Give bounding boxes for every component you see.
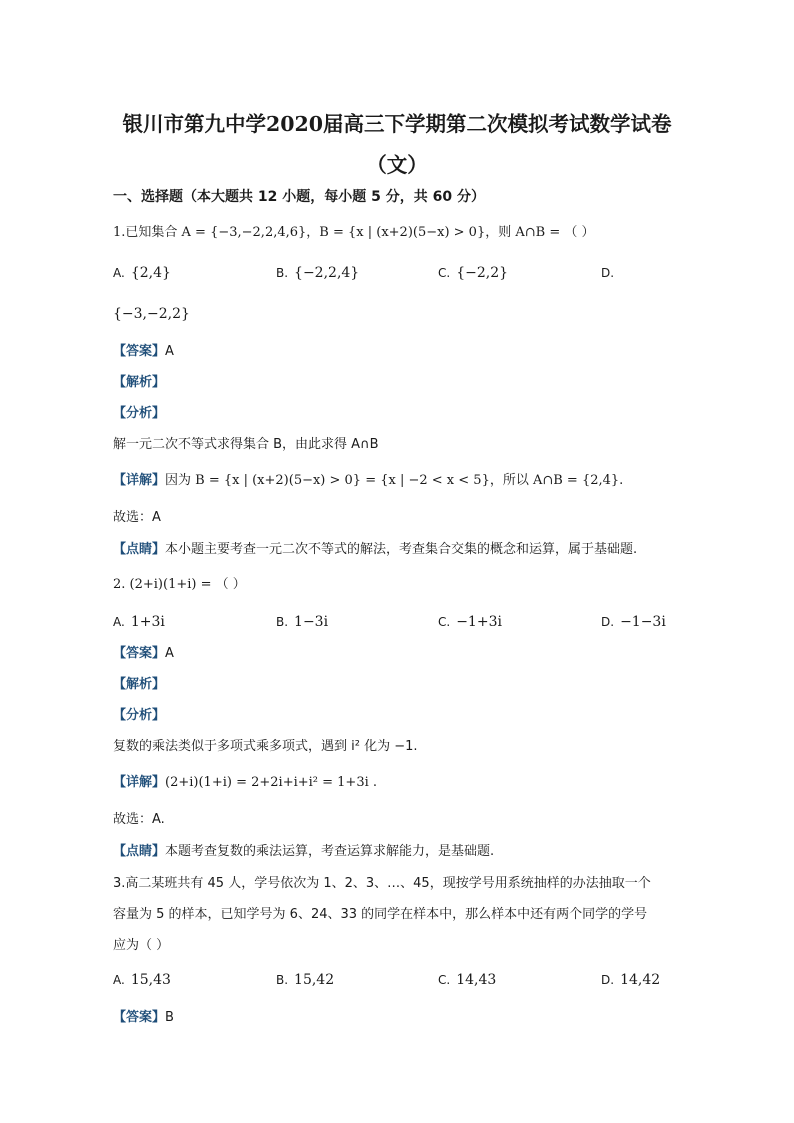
q3-option-a-value: 15,43 xyxy=(130,972,171,988)
q2-option-c xyxy=(438,613,502,632)
q1-option-a-value: {2,4} xyxy=(130,265,171,281)
page-subtitle: （文） xyxy=(366,153,428,177)
q2-option-a-value: 1+3i xyxy=(130,614,165,630)
q1-option-b-value: {−2,2,4} xyxy=(294,265,360,281)
q1-choice: 故选：A xyxy=(113,510,161,525)
q3-answer-value: B xyxy=(165,1010,174,1025)
q1-detail-label: 【详解】 xyxy=(113,473,166,488)
q2-option-a xyxy=(113,613,165,632)
q1-option-a-letter: A. xyxy=(113,266,125,280)
q3-option-b-value: 15,42 xyxy=(294,972,335,988)
q3-option-c-value: 14,43 xyxy=(456,972,497,988)
q1-option-c-letter: C. xyxy=(438,266,451,280)
page-title: 银川市第九中学2020届高三下学期第二次模拟考试数学试卷 xyxy=(122,112,672,136)
q1-option-c-value: {−2,2} xyxy=(456,265,509,281)
q2-option-d xyxy=(601,613,666,632)
q2-detail xyxy=(113,774,377,792)
q1-fenxi: 【分析】 xyxy=(113,406,166,421)
q2-option-d-letter: D. xyxy=(601,615,615,629)
q2-stem: 2. (2+i)(1+i) = （ ） xyxy=(113,577,246,592)
q1-answer-label: 【答案】 xyxy=(113,344,166,359)
q3-stem-line1: 3.高二某班共有 45 人，学号依次为 1、2、3、…、45，现按学号用系统抽样的办法抽取一个 xyxy=(113,876,651,891)
q1-comment-text: 本小题主要考查一元二次不等式的解法，考查集合交集的概念和运算，属于基础题. xyxy=(165,542,638,557)
q2-analysis: 复数的乘法类似于多项式乘多项式，遇到 i² 化为 −1. xyxy=(113,739,418,754)
q1-option-d-value xyxy=(113,305,190,324)
q2-comment xyxy=(113,843,494,861)
q2-option-c-letter: C. xyxy=(438,615,451,629)
section-header: 一、选择题（本大题共 12 小题，每小题 5 分，共 60 分） xyxy=(113,189,485,205)
q1-detail-text: 因为 B = {x | (x+2)(5−x) > 0} = {x | −2 < x < 5}，所以 A∩B = {2,4}. xyxy=(165,473,624,488)
q2-option-c-value: −1+3i xyxy=(456,614,502,630)
q3-answer-label: 【答案】 xyxy=(113,1010,166,1025)
q2-option-a-letter: A. xyxy=(113,615,125,629)
q1-option-d-letter: D. xyxy=(601,266,615,280)
q2-option-b xyxy=(276,613,328,632)
q2-option-b-letter: B. xyxy=(276,615,289,629)
q2-detail-label: 【详解】 xyxy=(113,775,166,790)
q3-option-a xyxy=(113,971,171,990)
q1-option-a xyxy=(113,264,171,283)
q1-option-b-letter: B. xyxy=(276,266,289,280)
q2-comment-label: 【点睛】 xyxy=(113,844,166,859)
q1-jiexi: 【解析】 xyxy=(113,375,166,390)
q3-option-b xyxy=(276,971,334,990)
q1-comment-label: 【点睛】 xyxy=(113,542,166,557)
q2-answer xyxy=(113,645,174,663)
q3-stem-line3: 应为（ ） xyxy=(113,938,170,953)
q3-option-c-letter: C. xyxy=(438,973,451,987)
q2-option-d-value: −1−3i xyxy=(620,614,666,630)
q1-option-d-value-text: {−3,−2,2} xyxy=(113,306,190,322)
q3-stem-line2: 容量为 5 的样本，已知学号为 6、24、33 的同学在样本中，那么样本中还有两个同学的学号 xyxy=(113,907,648,922)
q3-answer xyxy=(113,1009,174,1027)
q3-option-d-letter: D. xyxy=(601,973,615,987)
q3-option-d-value: 14,42 xyxy=(620,972,661,988)
q3-option-b-letter: B. xyxy=(276,973,289,987)
q1-answer xyxy=(113,343,174,361)
q2-choice: 故选：A. xyxy=(113,812,165,827)
q3-option-d xyxy=(601,971,660,990)
q2-answer-label: 【答案】 xyxy=(113,646,166,661)
q1-option-d xyxy=(601,264,620,283)
q1-option-c xyxy=(438,264,508,283)
q1-analysis: 解一元二次不等式求得集合 B，由此求得 A∩B xyxy=(113,437,379,452)
q1-stem: 1.已知集合 A = {−3,−2,2,4,6}，B = {x | (x+2)(5−x) > 0}，则 A∩B = （ ） xyxy=(113,225,595,240)
q3-option-a-letter: A. xyxy=(113,973,125,987)
q2-answer-value: A xyxy=(165,646,174,661)
q1-answer-value: A xyxy=(165,344,174,359)
q2-fenxi: 【分析】 xyxy=(113,708,166,723)
q2-comment-text: 本题考查复数的乘法运算，考查运算求解能力，是基础题. xyxy=(165,844,495,859)
q3-option-c xyxy=(438,971,496,990)
q1-comment xyxy=(113,541,637,559)
q2-detail-text: (2+i)(1+i) = 2+2i+i+i² = 1+3i . xyxy=(165,775,378,790)
q2-option-b-value: 1−3i xyxy=(294,614,329,630)
q1-detail xyxy=(113,472,623,490)
q2-jiexi: 【解析】 xyxy=(113,677,166,692)
q1-option-b xyxy=(276,264,359,283)
